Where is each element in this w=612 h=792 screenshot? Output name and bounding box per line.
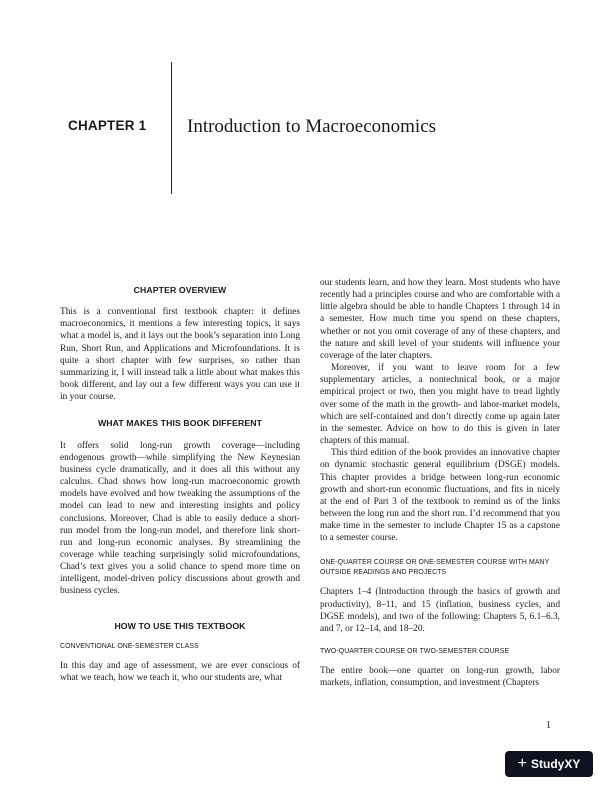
page-number: 1 xyxy=(546,720,551,731)
class-paragraph: In this day and age of assessment, we are ever conscious of what we teach, how we teach it, who our students are, what xyxy=(60,660,300,683)
plus-icon: + xyxy=(517,755,527,772)
continuation-paragraph: our students learn, and how they learn. Most students who have recently had a principles course and who are comfortable with a little algebra should be able to handle Chapters 1 through 14 in a semester. How much time you spend on these chapters, whether or not you omit coverage of any of these chapters, and the nature and skill level of your students will influence your coverage of the later chapters. xyxy=(320,278,560,361)
chapter-label: CHAPTER 1 xyxy=(68,118,147,133)
overview-paragraph: This is a conventional first textbook chapter: it defines macroeconomics, it mentions a few interesting topics, it says what a model is, and it lays out the book’s separation into Long Run, Short Run, and Applications and Microfoundations. It is quite a short chapter with few surprises, so rather than summarizing it, I will instead talk a little about what makes this book different, and lay out a few different ways you can use it in your course. xyxy=(60,307,300,403)
two-quarter-subheading: TWO-QUARTER COURSE OR TWO-SEMESTER COURSE xyxy=(320,648,510,656)
studyxy-badge[interactable] xyxy=(505,751,593,777)
two-quarter-paragraph: The entire book—one quarter on long-run growth, labor markets, inflation, consumption, and investment (Chapters xyxy=(320,666,560,689)
quarter-paragraph: Chapters 1–4 (Introduction through the basics of growth and productivity), 8–11, and 15 (inflation, business cycles, and DGSE models), and two of the following: Chapters 5, 6.1–6.3, and 7, or 12–14, and 18–20. xyxy=(320,587,560,634)
left-column xyxy=(60,284,300,684)
right-column xyxy=(320,277,560,689)
badge-label: StudyXY xyxy=(531,757,581,771)
dsge-paragraph: This third edition of the book provides an innovative chapter on dynamic stochastic general equilibrium (DSGE) models. This chapter provides a bridge between long-run economic growth and short-run economic fluctuations, and fits in nicely at the end of Part 3 of the textbook to remind us of the links between the long run and the short run. I’d recommend that you make time in the semester to include Chapter 15 as a capstone to a semester course. xyxy=(320,448,560,544)
quarter-subheading: ONE-QUARTER COURSE OR ONE-SEMESTER COURSE WITH MANY OUTSIDE READINGS AND PROJECTS xyxy=(320,559,550,577)
different-paragraph: It offers solid long-run growth coverage—including endogenous growth—while simplifying the New Keynesian business cycle dramatically, and it does all this without any calculus. Chad shows how long-run macroeconomic growth models have evolved and how tweaking the assumptions of the model can lead to new and interesting insights and policy conclusions. Moreover, Chad is able to easily deduce a short-run model from the long-run model, and therefore link short-run and long-run economic analyses. By streamlining the coverage while teaching surprisingly solid microfoundations, Chad’s text gives you a solid chance to spend more time on intelligent, model-driven policy discussions about growth and business cycles. xyxy=(60,440,300,597)
overview-heading: CHAPTER OVERVIEW xyxy=(133,285,227,295)
different-heading: WHAT MAKES THIS BOOK DIFFERENT xyxy=(97,418,263,429)
title-divider xyxy=(171,62,172,194)
supplement-paragraph: Moreover, if you want to leave room for a few supplementary articles, a nontechnical book, or a major empirical project or two, then you might have to tread lightly over some of the math in the growth- and labor-market models, which are self-contained and don’t directly come up again later in the semester. Advice on how to do this is given in later chapters of this manual. xyxy=(320,363,560,447)
class-subheading: CONVENTIONAL ONE-SEMESTER CLASS xyxy=(60,642,199,650)
chapter-title: Introduction to Macroeconomics xyxy=(187,116,437,137)
howto-heading: HOW TO USE THIS TEXTBOOK xyxy=(114,620,246,631)
